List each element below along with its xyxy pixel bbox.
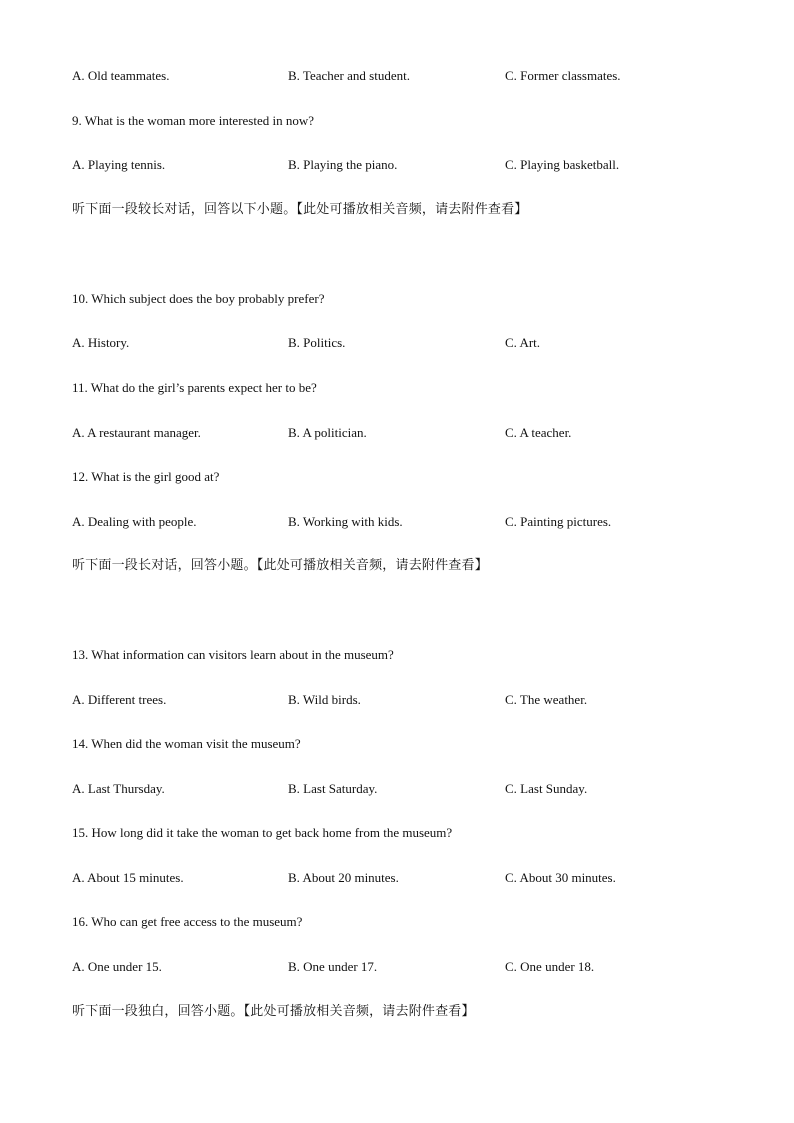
q13-question: 13. What information can visitors learn about in the museum?	[72, 647, 394, 662]
section-instruction-b: 听下面一段长对话，回答小题。【此处可播放相关音频，请去附件查看】	[72, 558, 488, 573]
q9-option-a: A. Playing tennis.	[72, 157, 166, 172]
q12-question: 12. What is the girl good at?	[72, 469, 220, 484]
q16-question: 16. Who can get free access to the museum?	[72, 914, 303, 929]
q13-option-a: A. Different trees.	[72, 692, 167, 707]
q8-option-b: B. Teacher and student.	[288, 68, 410, 83]
q14-option-a: A. Last Thursday.	[72, 781, 165, 796]
q15-option-a: A. About 15 minutes.	[72, 870, 184, 885]
section-instruction-c: 听下面一段独白，回答小题。【此处可播放相关音频，请去附件查看】	[72, 1004, 475, 1019]
q8-option-c: C. Former classmates.	[505, 68, 621, 83]
q8-option-a: A. Old teammates.	[72, 68, 170, 83]
q10-question: 10. Which subject does the boy probably prefer?	[72, 291, 325, 306]
section-instruction-a: 听下面一段较长对话，回答以下小题。【此处可播放相关音频，请去附件查看】	[72, 202, 528, 217]
q15-option-c: C. About 30 minutes.	[505, 870, 616, 885]
q16-option-b: B. One under 17.	[288, 959, 378, 974]
q10-option-c: C. Art.	[505, 335, 541, 350]
q13-option-c: C. The weather.	[505, 692, 588, 707]
q16-option-a: A. One under 15.	[72, 959, 162, 974]
q15-option-b: B. About 20 minutes.	[288, 870, 399, 885]
q11-option-a: A. A restaurant manager.	[72, 425, 201, 440]
q12-option-b: B. Working with kids.	[288, 514, 403, 529]
q12-option-a: A. Dealing with people.	[72, 514, 197, 529]
q9-option-b: B. Playing the piano.	[288, 157, 398, 172]
q13-option-b: B. Wild birds.	[288, 692, 361, 707]
q12-option-c: C. Painting pictures.	[505, 514, 612, 529]
q15-question: 15. How long did it take the woman to get back home from the museum?	[72, 825, 453, 840]
q11-option-c: C. A teacher.	[505, 425, 572, 440]
q11-option-b: B. A politician.	[288, 425, 367, 440]
q16-option-c: C. One under 18.	[505, 959, 595, 974]
q9-question: 9. What is the woman more interested in now?	[72, 113, 315, 128]
q10-option-b: B. Politics.	[288, 335, 346, 350]
q14-option-b: B. Last Saturday.	[288, 781, 378, 796]
q10-option-a: A. History.	[72, 335, 130, 350]
q9-option-c: C. Playing basketball.	[505, 157, 620, 172]
q14-option-c: C. Last Sunday.	[505, 781, 588, 796]
q11-question: 11. What do the girl’s parents expect her to be?	[72, 380, 317, 395]
q14-question: 14. When did the woman visit the museum?	[72, 736, 301, 751]
